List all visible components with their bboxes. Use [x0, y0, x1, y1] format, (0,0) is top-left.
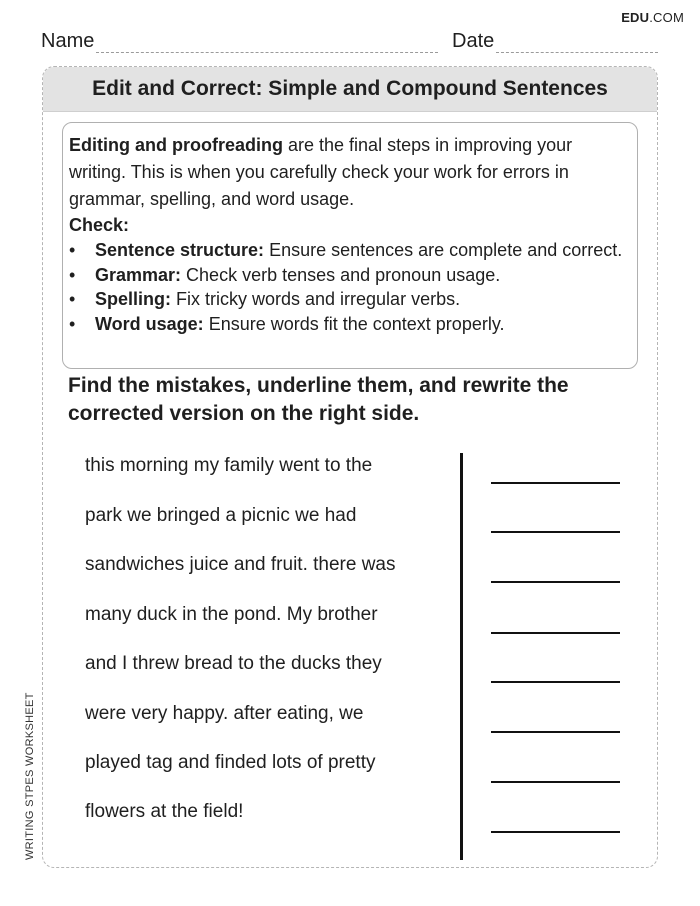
passage-line: flowers at the field! — [85, 801, 244, 822]
passage-line: were very happy. after eating, we — [85, 703, 364, 724]
brand-logo-rest: .COM — [649, 10, 684, 25]
instruction-text: Find the mistakes, underline them, and rewrite the corrected version on the right side. — [68, 374, 569, 425]
check-label: Check: — [69, 215, 130, 235]
answer-line[interactable] — [491, 632, 620, 634]
checklist-text: Check verb tenses and pronoun usage. — [181, 264, 501, 285]
checklist-item — [69, 312, 629, 337]
checklist-item — [69, 263, 629, 288]
checklist-term: Grammar: — [95, 264, 182, 285]
answer-line[interactable] — [491, 781, 620, 783]
answer-line[interactable] — [491, 581, 620, 583]
bullet-icon: • — [69, 313, 76, 334]
bullet-icon: • — [69, 289, 76, 309]
checklist-term: Sentence structure: — [95, 240, 265, 260]
side-label: WRITING STPES WORKSHEET — [24, 692, 36, 860]
brand-logo — [621, 10, 684, 25]
checklist-term: Word usage: — [95, 313, 204, 334]
intro-bold-term: Editing and proofreading — [69, 135, 283, 155]
name-label: Name — [41, 30, 95, 52]
passage-line: this morning my family went to the — [85, 455, 373, 476]
answer-line[interactable] — [491, 531, 620, 533]
checklist-text: Fix tricky words and irregular verbs. — [171, 289, 461, 309]
answer-line[interactable] — [491, 681, 620, 683]
name-field[interactable] — [96, 52, 438, 53]
answer-line[interactable] — [491, 731, 620, 733]
checklist-term: Spelling: — [95, 289, 171, 309]
passage-line: park we bringed a picnic we had — [85, 505, 357, 526]
passage-line: played tag and finded lots of pretty — [85, 752, 376, 773]
checklist-item — [69, 287, 629, 312]
bullet-icon: • — [69, 264, 76, 285]
bullet-icon: • — [69, 240, 76, 260]
column-divider — [460, 453, 463, 860]
answer-line[interactable] — [491, 482, 620, 484]
intro-text: are the final steps in improving your writing. This is when you carefully check your work for errors in grammar, spelling, and word usage. — [69, 135, 573, 209]
date-field[interactable] — [496, 52, 658, 53]
passage-line: many duck in the pond. My brother — [85, 604, 378, 625]
title-bar — [43, 67, 657, 112]
answer-line[interactable] — [491, 831, 620, 833]
checklist-text: Ensure words fit the context properly. — [203, 313, 505, 334]
info-box — [62, 122, 638, 369]
passage-line: and I threw bread to the ducks they — [85, 653, 382, 674]
date-label: Date — [452, 30, 495, 52]
worksheet-title: Edit and Correct: Simple and Compound Sentences — [92, 77, 608, 100]
intro-paragraph — [69, 132, 629, 213]
brand-logo-bold: EDU — [621, 10, 650, 25]
checklist-text: Ensure sentences are complete and correct. — [264, 240, 623, 260]
checklist — [69, 238, 629, 336]
checklist-item — [69, 238, 629, 263]
passage-line: sandwiches juice and fruit. there was — [85, 554, 396, 575]
